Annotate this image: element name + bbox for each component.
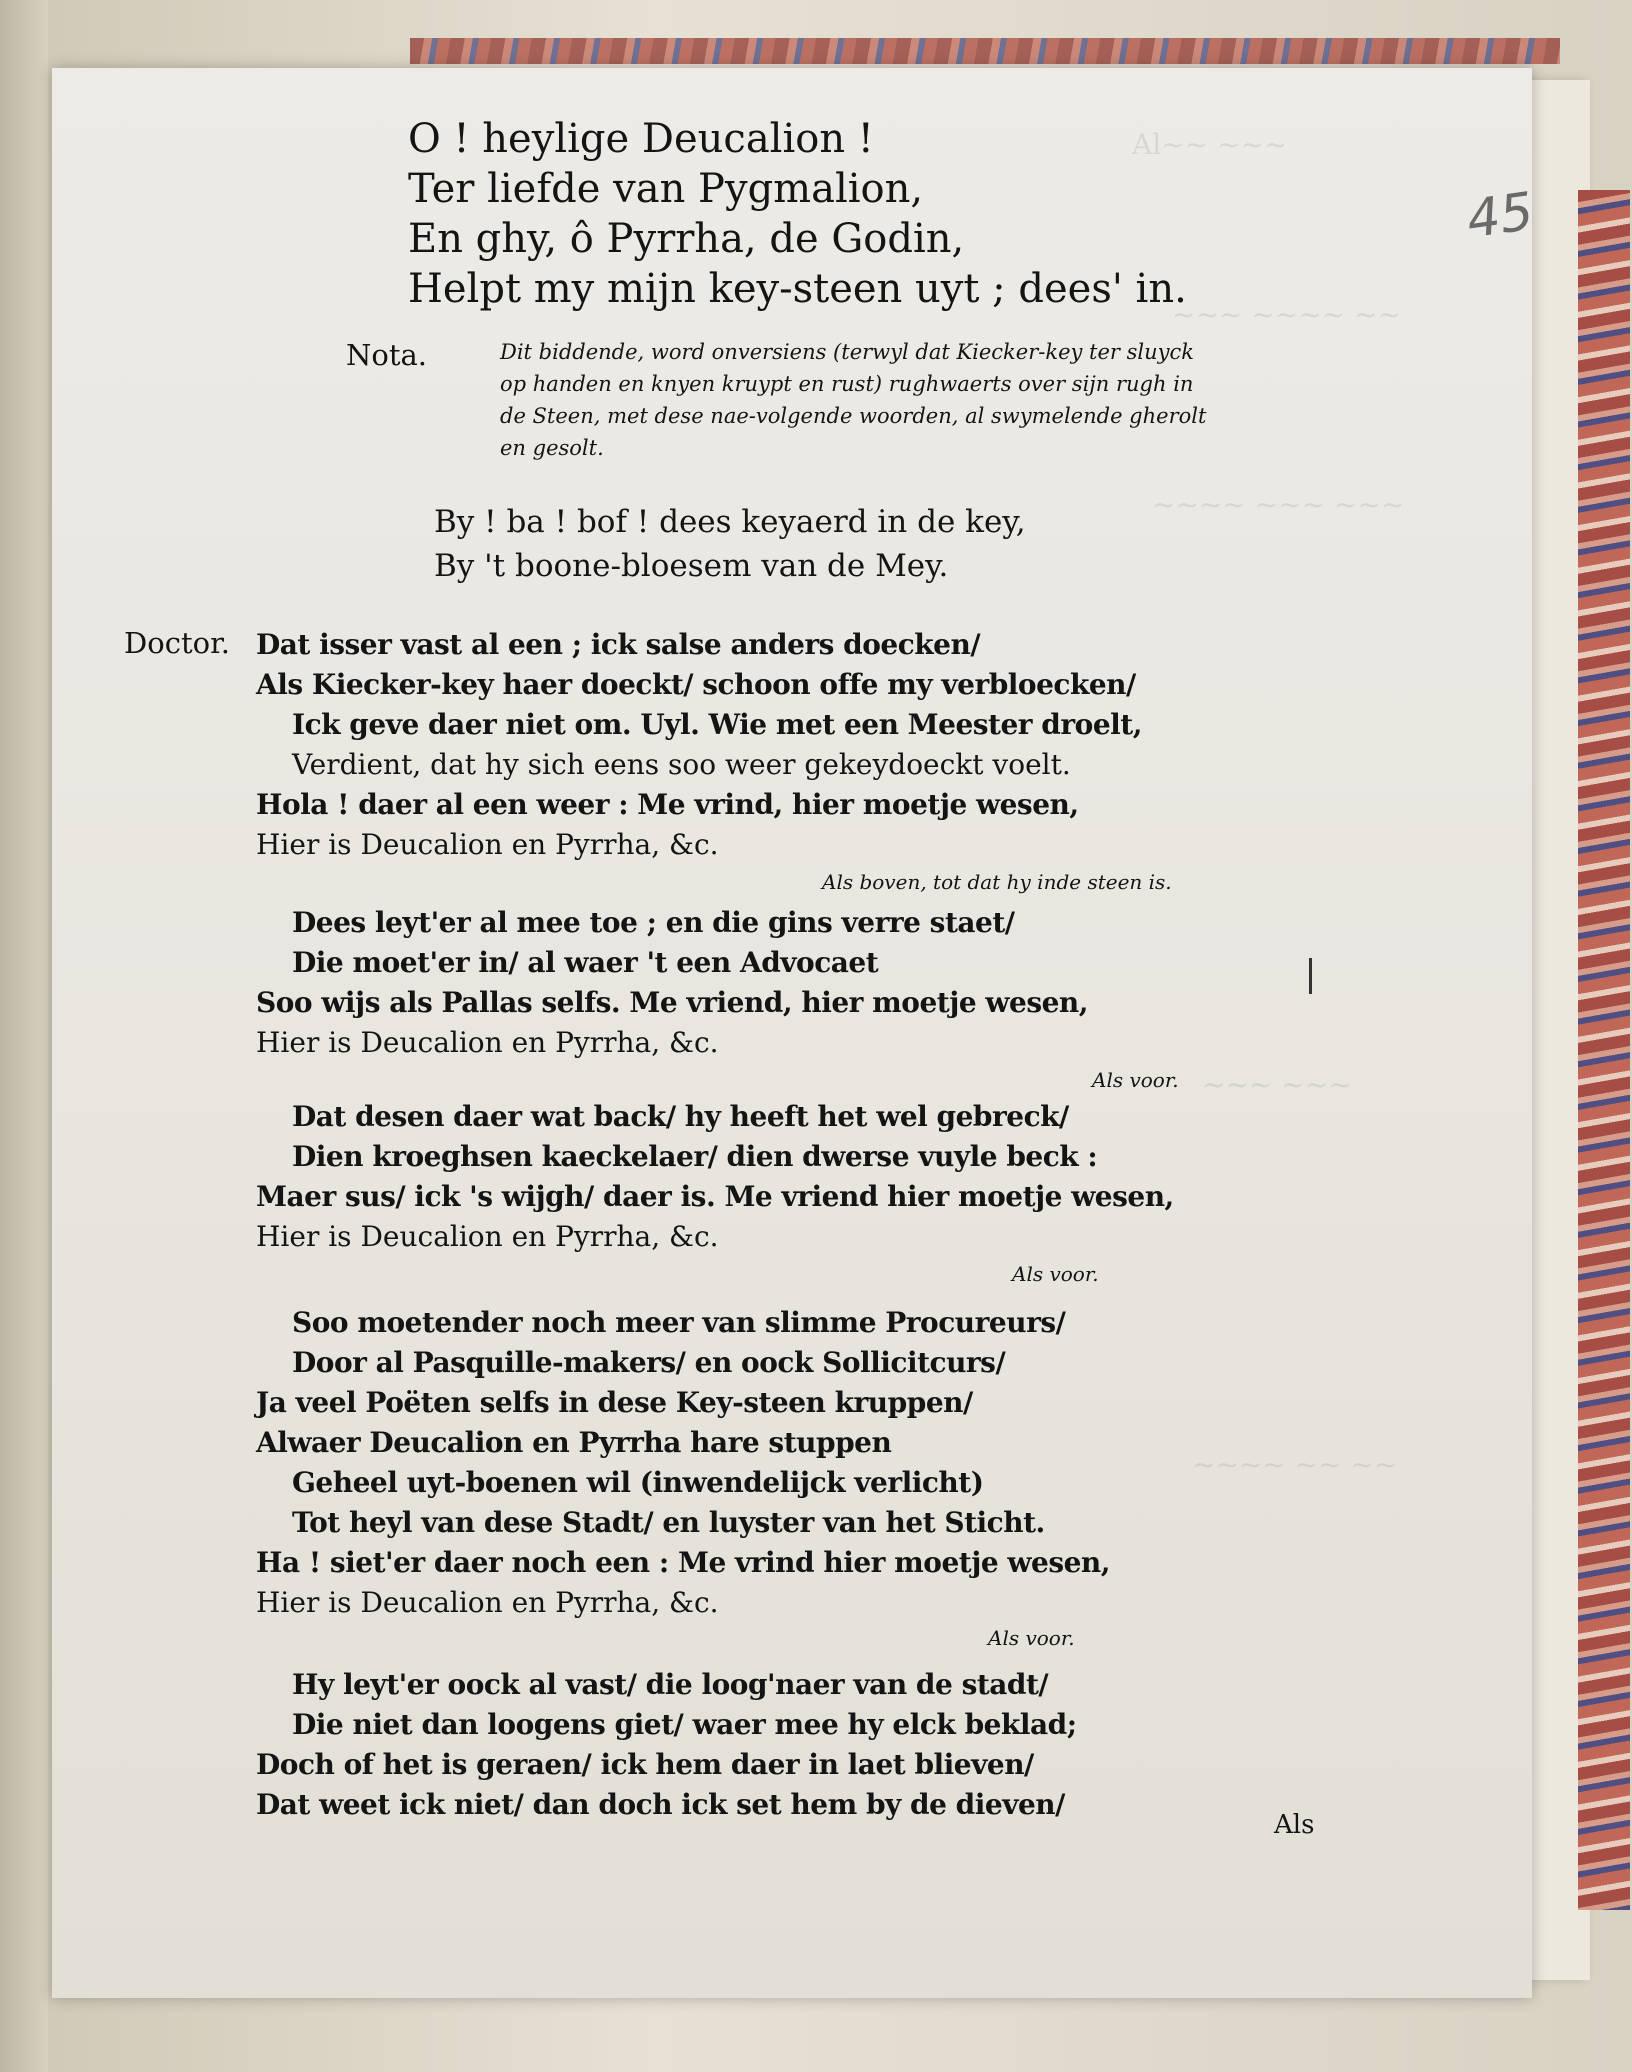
bleed-through: ~~~~ ~~~ ~~~ [1152, 488, 1405, 521]
verse-line: Hola ! daer al een weer : Me vrind, hier moetje wesen, [256, 788, 1079, 821]
verse-line: Dat isser vast al een ; ick salse anders doecken/ [256, 628, 981, 661]
verse-line: Hier is Deucalion en Pyrrha, &c. [256, 1026, 719, 1059]
verse-line: Tot heyl van dese Stadt/ en luyster van het Sticht. [292, 1506, 1045, 1539]
book-page [52, 68, 1538, 1998]
verse-line: Ha ! siet'er daer noch een : Me vrind hier moetje wesen, [256, 1546, 1111, 1579]
verse-line: Dat weet ick niet/ dan doch ick set hem by de dieven/ [256, 1788, 1065, 1821]
verse-line: Hier is Deucalion en Pyrrha, &c. [256, 1220, 719, 1253]
verse-line: Dien kroeghsen kaeckelaer/ dien dwerse vuyle beck : [292, 1140, 1098, 1173]
bleed-through: Al~~ ~~~ [1132, 128, 1288, 161]
verse-line: Soo moetender noch meer van slimme Procureurs/ [292, 1306, 1066, 1339]
exclaim-line: By 't boone-bloesem van de Mey. [434, 548, 949, 584]
verse-line: Dat desen daer wat back/ hy heeft het wel gebreck/ [292, 1100, 1069, 1133]
margin-mark [1309, 958, 1312, 994]
nota-line: en gesolt. [500, 436, 604, 460]
verse-line: Hier is Deucalion en Pyrrha, &c. [256, 828, 719, 861]
speaker-label: Doctor. [124, 626, 230, 660]
verse-line: Ja veel Poëten selfs in dese Key-steen kruppen/ [256, 1386, 973, 1419]
invocation-line: Helpt my mijn key-steen uyt ; dees' in. [408, 266, 1187, 312]
verse-line: Ick geve daer niet om. Uyl. Wie met een Meester droelt, [292, 708, 1142, 741]
marbled-paper-top [410, 38, 1560, 64]
verse-line: Die niet dan loogens giet/ waer mee hy elck beklad; [292, 1708, 1077, 1741]
nota-label: Nota. [346, 338, 427, 372]
stage-note: Als voor. [1092, 1068, 1179, 1092]
exclaim-line: By ! ba ! bof ! dees keyaerd in de key, [434, 504, 1026, 540]
stage-note: Als boven, tot dat hy inde steen is. [822, 870, 1172, 894]
verse-line: Doch of het is geraen/ ick hem daer in laet blieven/ [256, 1748, 1034, 1781]
bleed-through: ~~~~ ~~ ~~ [1192, 1448, 1398, 1481]
nota-line: de Steen, met dese nae-volgende woorden, al swymelende gherolt [500, 404, 1207, 428]
stage-note: Als voor. [988, 1626, 1075, 1650]
invocation-line: O ! heylige Deucalion ! [408, 116, 874, 162]
verse-line: Als Kiecker-key haer doeckt/ schoon offe my verbloecken/ [256, 668, 1136, 701]
verse-line: Hy leyt'er oock al vast/ die loog'naer van de stadt/ [292, 1668, 1049, 1701]
verse-line: Soo wijs als Pallas selfs. Me vriend, hier moetje wesen, [256, 986, 1089, 1019]
nota-line: Dit biddende, word onversiens (terwyl dat Kiecker-key ter sluyck [500, 340, 1194, 364]
nota-line: op handen en knyen kruypt en rust) rughwaerts over sijn rugh in [500, 372, 1194, 396]
catchword: Als [1274, 1810, 1315, 1840]
stage-note: Als voor. [1012, 1262, 1099, 1286]
verse-line: Die moet'er in/ al waer 't een Advocaet [292, 946, 879, 979]
invocation-line: En ghy, ô Pyrrha, de Godin, [408, 216, 965, 262]
verse-line: Dees leyt'er al mee toe ; en die gins verre staet/ [292, 906, 1015, 939]
bleed-through: ~~~ ~~~~ ~~ [1172, 298, 1401, 331]
bleed-through: ~~~ ~~~ [1202, 1068, 1352, 1101]
marbled-paper-right [1578, 190, 1630, 1910]
handwritten-page-number: 45 [1463, 181, 1538, 251]
verse-line: Alwaer Deucalion en Pyrrha hare stuppen [256, 1426, 892, 1459]
verse-line: Hier is Deucalion en Pyrrha, &c. [256, 1586, 719, 1619]
verse-line: Geheel uyt-boenen wil (inwendelijck verlicht) [292, 1466, 984, 1499]
verse-line: Maer sus/ ick 's wijgh/ daer is. Me vriend hier moetje wesen, [256, 1180, 1174, 1213]
verse-line: Verdient, dat hy sich eens soo weer gekeydoeckt voelt. [292, 748, 1071, 781]
verse-line: Door al Pasquille-makers/ en oock Sollicitcurs/ [292, 1346, 1006, 1379]
left-cover-edge [0, 0, 48, 2072]
invocation-line: Ter liefde van Pygmalion, [408, 166, 924, 212]
